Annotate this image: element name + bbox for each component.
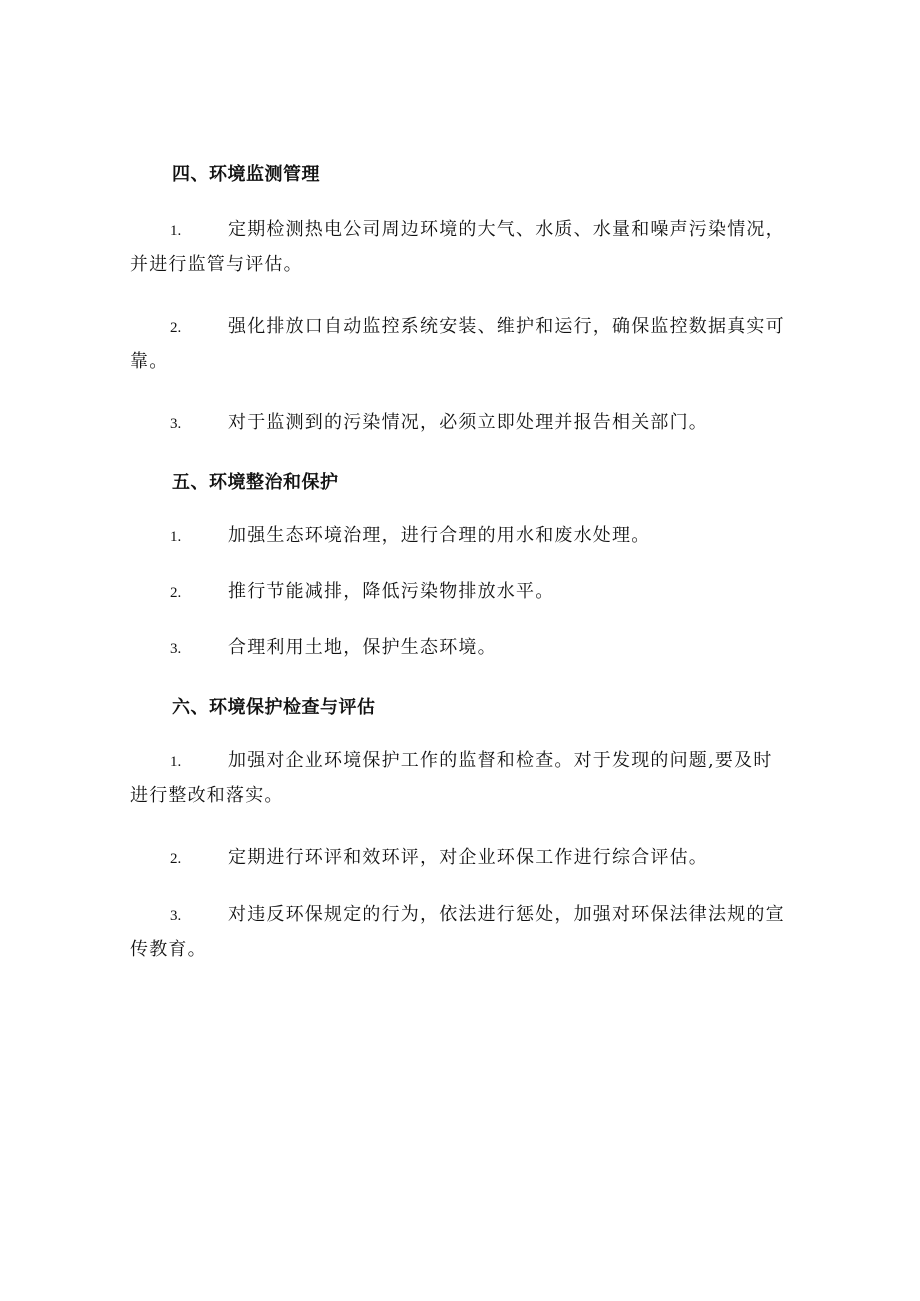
list-item [130, 406, 790, 441]
item-text: 推行节能减排，降低污染物排放水平。 [228, 581, 555, 602]
item-number: 3. [170, 641, 182, 657]
item-text: 对于监测到的污染情况，必须立即处理并报告相关部门。 [228, 412, 708, 433]
section-heading: 六、环境保护检查与评估 [172, 697, 376, 718]
list-item [130, 631, 790, 666]
item-text: 强化排放口自动监控系统安装、维护和运行，确保监控数据真实可靠。 [130, 316, 785, 372]
item-number: 2. [170, 851, 182, 867]
item-number: 2. [170, 585, 182, 601]
list-item [130, 898, 790, 967]
item-text: 加强对企业环境保护工作的监督和检查。对于发现的问题,要及时进行整改和落实。 [130, 750, 773, 806]
section-heading: 五、环境整治和保护 [172, 472, 339, 493]
item-number: 1. [170, 529, 182, 545]
list-item [130, 575, 790, 610]
item-number: 1. [170, 754, 182, 770]
section-heading: 四、环境监测管理 [172, 164, 320, 185]
item-number: 3. [170, 908, 182, 924]
item-number: 2. [170, 320, 182, 336]
list-item [130, 519, 790, 554]
item-number: 3. [170, 416, 182, 432]
list-item [130, 213, 790, 282]
list-item [130, 841, 790, 876]
list-item [130, 310, 790, 379]
item-text: 合理利用土地，保护生态环境。 [228, 637, 497, 658]
item-number: 1. [170, 223, 182, 239]
item-text: 定期进行环评和效环评，对企业环保工作进行综合评估。 [228, 847, 708, 868]
list-item [130, 744, 790, 813]
item-text: 对违反环保规定的行为，依法进行惩处，加强对环保法律法规的宣传教育。 [130, 904, 785, 960]
item-text: 加强生态环境治理，进行合理的用水和废水处理。 [228, 525, 651, 546]
item-text: 定期检测热电公司周边环境的大气、水质、水量和噪声污染情况，并进行监管与评估。 [130, 219, 785, 275]
